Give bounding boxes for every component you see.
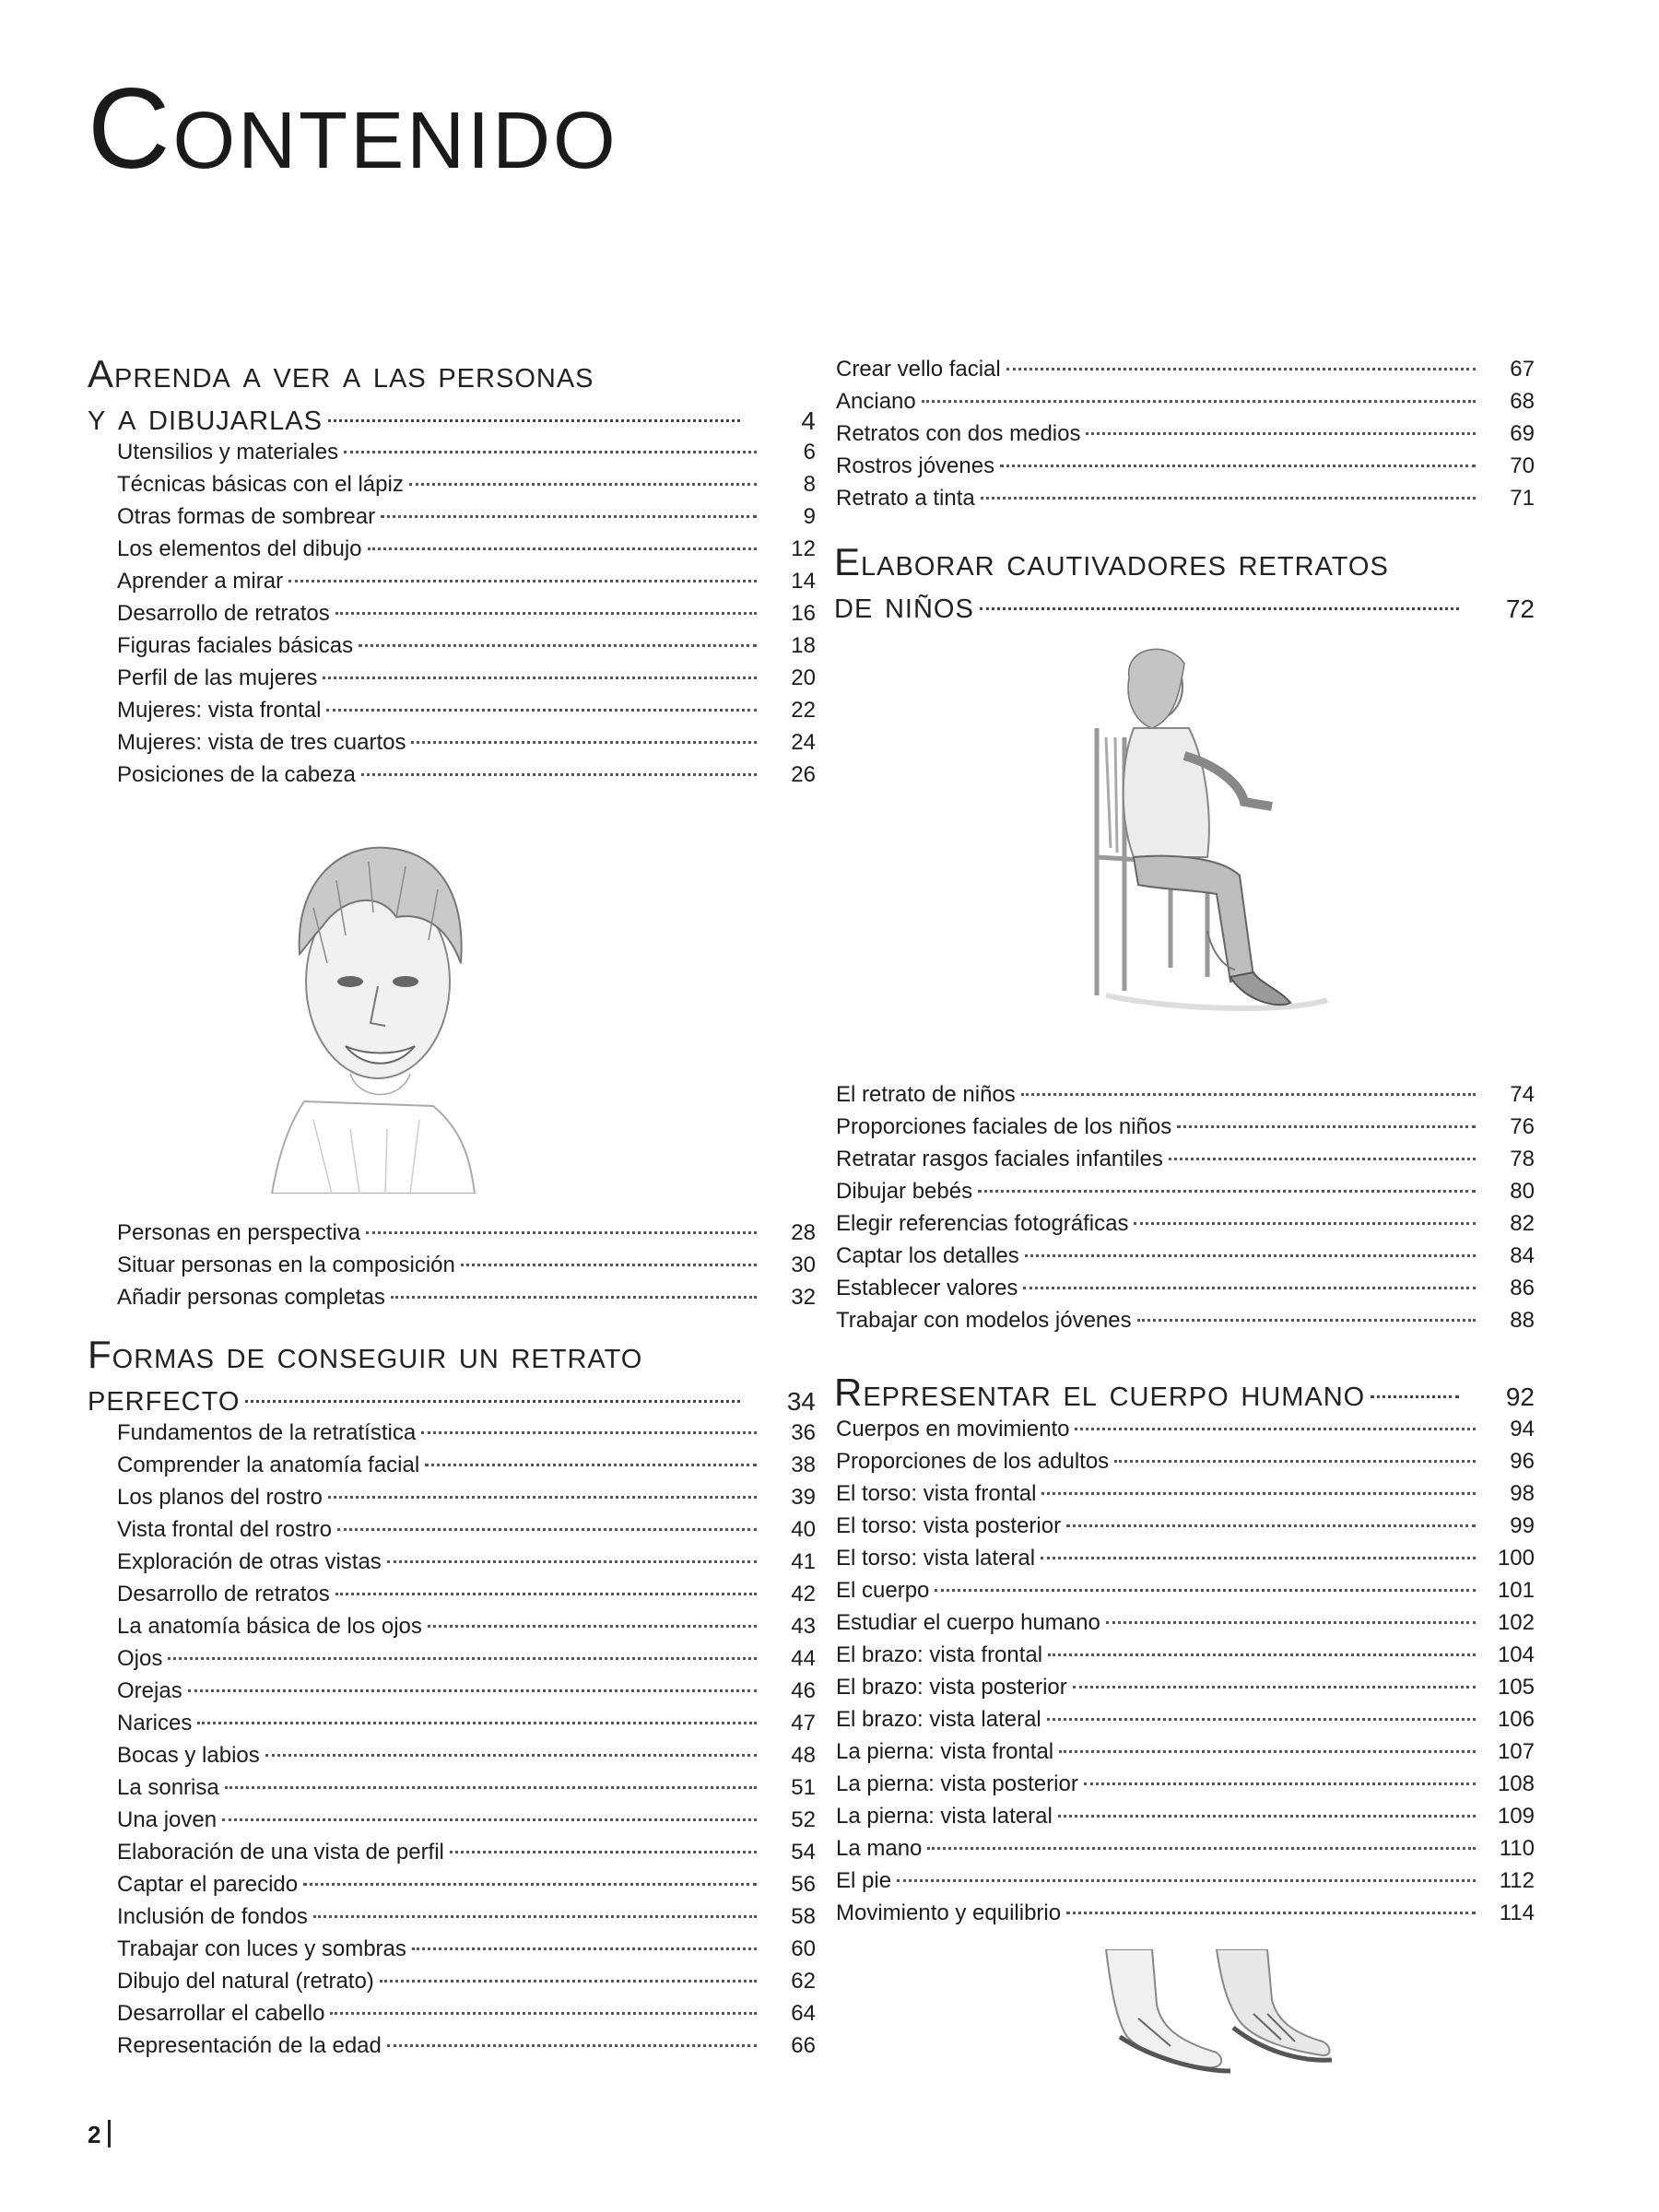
toc-entry[interactable]: [806, 1211, 1535, 1243]
toc-entry-page: 74: [1510, 1082, 1535, 1107]
section-page: 92: [1505, 1382, 1535, 1411]
toc-entry[interactable]: [806, 1243, 1535, 1276]
toc-entry-label: Desarrollo de retratos: [117, 1582, 330, 1606]
toc-list: [88, 440, 816, 794]
toc-entry[interactable]: [806, 1707, 1535, 1739]
page-number: [88, 2120, 111, 2149]
toc-entry[interactable]: [806, 357, 1535, 389]
toc-entry[interactable]: [806, 1546, 1535, 1578]
toc-entry[interactable]: [88, 2033, 816, 2065]
section-heading-line2: [834, 583, 1535, 626]
toc-entry[interactable]: [88, 569, 816, 601]
toc-entry[interactable]: [88, 504, 816, 536]
toc-entry-label: Bocas y labios: [117, 1743, 260, 1768]
toc-entry-page: 86: [1510, 1276, 1535, 1300]
young-man-portrait-icon: [249, 825, 498, 1194]
section-heading[interactable]: [88, 1334, 816, 1418]
dot-leader: [168, 1657, 757, 1660]
toc-entry-page: 112: [1499, 1868, 1535, 1893]
toc-list: [88, 1220, 816, 1317]
toc-entry-page: 43: [791, 1614, 816, 1639]
toc-entry-label: Retrato a tinta: [836, 486, 975, 511]
toc-entry-page: 96: [1510, 1449, 1535, 1474]
dot-leader: [1058, 1815, 1476, 1818]
dot-leader: [1048, 1653, 1476, 1656]
toc-list: [806, 1417, 1535, 1933]
toc-entry-label: La pierna: vista posterior: [836, 1771, 1078, 1796]
toc-entry[interactable]: [88, 1614, 816, 1646]
toc-entry-page: 46: [791, 1678, 816, 1703]
dot-leader: [428, 1625, 757, 1628]
toc-entry-page: 47: [791, 1711, 816, 1735]
toc-entry-label: Personas en perspectiva: [117, 1220, 361, 1245]
toc-entry-label: Proporciones faciales de los niños: [836, 1114, 1172, 1139]
toc-entry-label: El brazo: vista lateral: [836, 1707, 1041, 1732]
toc-entry-label: Fundamentos de la retratística: [117, 1420, 417, 1445]
dot-leader: [1006, 368, 1476, 371]
toc-entry-label: Dibujar bebés: [836, 1179, 973, 1204]
dot-leader: [1041, 1557, 1476, 1559]
dot-leader: [225, 1786, 757, 1789]
dot-leader: [359, 644, 757, 647]
dot-leader: [387, 2044, 757, 2047]
toc-entry-page: 38: [791, 1453, 816, 1477]
toc-list: [806, 357, 1535, 518]
toc-entry-label: Elaboración de una vista de perfil: [117, 1840, 444, 1865]
toc-entry-page: 54: [791, 1840, 816, 1865]
toc-entry-label: El torso: vista lateral: [836, 1546, 1036, 1571]
toc-entry-label: Posiciones de la cabeza: [117, 762, 356, 787]
page-number-text: 2: [88, 2121, 101, 2148]
toc-entry-page: 26: [791, 762, 816, 787]
section-aprenda: [88, 353, 816, 794]
dot-leader: [1025, 1254, 1476, 1257]
toc-entry-label: Dibujo del natural (retrato): [117, 1969, 374, 1994]
toc-entry-page: 76: [1510, 1114, 1535, 1139]
toc-entry-label: Vista frontal del rostro: [117, 1517, 333, 1542]
dot-leader: [1177, 1125, 1476, 1128]
toc-entry-label: Rostros jóvenes: [836, 453, 995, 478]
dot-leader: [1137, 1319, 1476, 1322]
toc-entry-page: 66: [791, 2033, 816, 2058]
dot-leader: [188, 1689, 757, 1692]
toc-entry[interactable]: [88, 1453, 816, 1485]
dot-leader: [1023, 1287, 1476, 1289]
dot-leader: [330, 2012, 757, 2015]
toc-entry-page: 60: [791, 1936, 816, 1961]
toc-entry[interactable]: [88, 1872, 816, 1904]
section-heading[interactable]: [834, 541, 1535, 626]
section-heading[interactable]: [88, 353, 816, 438]
toc-entry-label: Establecer valores: [836, 1276, 1018, 1300]
toc-entry[interactable]: [806, 1513, 1535, 1546]
dot-leader: [381, 515, 757, 518]
toc-entry-page: 80: [1510, 1179, 1535, 1204]
dot-leader: [980, 607, 1459, 610]
toc-entry-label: El brazo: vista posterior: [836, 1675, 1067, 1700]
dot-leader: [335, 1593, 757, 1595]
toc-entry-page: 105: [1497, 1675, 1535, 1700]
toc-entry[interactable]: [88, 1743, 816, 1775]
dot-leader: [981, 497, 1476, 500]
dot-leader: [425, 1464, 757, 1466]
toc-entry-label: Ojos: [117, 1646, 163, 1671]
toc-entry[interactable]: [88, 2001, 816, 2033]
toc-entry[interactable]: [88, 440, 816, 472]
section-aprenda-continued: [88, 1218, 816, 1317]
seated-woman-icon: [1069, 636, 1336, 1023]
toc-entry-page: 78: [1510, 1147, 1535, 1171]
toc-entry[interactable]: [88, 1549, 816, 1582]
dot-leader: [303, 1883, 757, 1886]
toc-entry-label: La sonrisa: [117, 1775, 219, 1800]
toc-entry-label: La pierna: vista lateral: [836, 1804, 1053, 1829]
toc-entry-label: Proporciones de los adultos: [836, 1449, 1110, 1474]
toc-entry-label: Los elementos del dibujo: [117, 536, 362, 561]
toc-entry-page: 24: [791, 730, 816, 755]
toc-entry-label: Desarrollo de retratos: [117, 601, 330, 626]
toc-entry-label: Movimiento y equilibrio: [836, 1900, 1062, 1925]
toc-entry-label: Representación de la edad: [117, 2033, 382, 2058]
toc-entry-label: El pie: [836, 1868, 892, 1893]
toc-entry[interactable]: [88, 633, 816, 665]
toc-entry-page: 28: [791, 1220, 816, 1245]
toc-entry-label: Añadir personas completas: [117, 1285, 385, 1310]
toc-entry[interactable]: [88, 1678, 816, 1711]
section-page: 4: [801, 406, 816, 435]
toc-entry-page: 44: [791, 1646, 816, 1671]
toc-entry-label: Exploración de otras vistas: [117, 1549, 382, 1574]
toc-entry-page: 32: [791, 1285, 816, 1310]
toc-entry[interactable]: [806, 1610, 1535, 1642]
toc-entry-page: 30: [791, 1253, 816, 1277]
toc-entry[interactable]: [88, 698, 816, 730]
toc-entry[interactable]: [806, 1449, 1535, 1481]
toc-entry-label: El cuerpo: [836, 1578, 930, 1603]
toc-entry-label: Trabajar con luces y sombras: [117, 1936, 406, 1961]
toc-entry[interactable]: [88, 1936, 816, 1969]
toc-entry-page: 69: [1510, 421, 1535, 446]
toc-entry-label: El torso: vista frontal: [836, 1481, 1037, 1506]
toc-entry-page: 104: [1497, 1642, 1535, 1667]
toc-entry-label: Orejas: [117, 1678, 182, 1703]
toc-entry-label: La anatomía básica de los ojos: [117, 1614, 422, 1639]
dot-leader: [1371, 1395, 1459, 1398]
toc-entry-label: Perfil de las mujeres: [117, 665, 318, 690]
toc-entry[interactable]: [806, 389, 1535, 421]
toc-entry[interactable]: [88, 1220, 816, 1253]
toc-entry-page: 110: [1499, 1836, 1535, 1861]
toc-entry[interactable]: [806, 1147, 1535, 1179]
toc-entry[interactable]: [88, 1807, 816, 1840]
toc-entry-page: 39: [791, 1485, 816, 1510]
toc-entry[interactable]: [806, 1836, 1535, 1868]
section-page: 72: [1505, 594, 1535, 623]
dot-leader: [313, 1915, 757, 1918]
toc-entry-label: Inclusión de fondos: [117, 1904, 308, 1929]
dot-leader: [337, 1528, 757, 1531]
section-heading-text: de niños: [834, 582, 974, 626]
toc-entry-label: Captar el parecido: [117, 1872, 299, 1897]
toc-entry-label: Otras formas de sombrear: [117, 504, 376, 529]
toc-entry[interactable]: [88, 1711, 816, 1743]
toc-entry[interactable]: [806, 1082, 1535, 1114]
toc-entry-page: 62: [791, 1969, 816, 1994]
toc-entry-page: 12: [791, 536, 816, 561]
toc-entry-page: 9: [803, 504, 816, 529]
toc-entry[interactable]: [88, 762, 816, 794]
dot-leader: [368, 547, 757, 550]
section-ninos-entries: [806, 1080, 1535, 1340]
toc-entry-page: 18: [791, 633, 816, 658]
toc-entry[interactable]: [88, 730, 816, 762]
dot-leader: [1134, 1222, 1476, 1225]
dot-leader: [1106, 1621, 1476, 1624]
dot-leader: [197, 1722, 757, 1724]
toc-entry-page: 8: [803, 472, 816, 497]
dot-leader: [366, 1231, 757, 1234]
section-heading[interactable]: [834, 1371, 1535, 1414]
toc-entry-label: Retratos con dos medios: [836, 421, 1081, 446]
dot-leader: [326, 709, 757, 712]
dot-leader: [1114, 1460, 1476, 1463]
toc-entry-label: Figuras faciales básicas: [117, 633, 354, 658]
dot-leader: [461, 1264, 757, 1266]
section-heading-line1: Aprenda a ver a las personas: [88, 352, 594, 395]
toc-entry-page: 40: [791, 1517, 816, 1542]
toc-entry[interactable]: [806, 1308, 1535, 1340]
section-page: 34: [786, 1387, 816, 1416]
toc-entry[interactable]: [88, 601, 816, 633]
toc-entry-label: Desarrollar el cabello: [117, 2001, 325, 2026]
toc-entry-page: 22: [791, 698, 816, 723]
section-heading-text: perfecto: [88, 1375, 241, 1418]
toc-entry-label: Mujeres: vista de tres cuartos: [117, 730, 406, 755]
toc-entry-page: 20: [791, 665, 816, 690]
dot-leader: [344, 451, 757, 453]
toc-entry-label: Narices: [117, 1711, 193, 1735]
section-cuerpo: [834, 1371, 1535, 1414]
toc-entry-page: 82: [1510, 1211, 1535, 1236]
dot-leader: [411, 741, 757, 744]
toc-entry-page: 14: [791, 569, 816, 594]
toc-entry[interactable]: [88, 665, 816, 698]
toc-entry-page: 108: [1497, 1771, 1535, 1796]
dot-leader: [1000, 465, 1476, 467]
toc-entry-page: 70: [1510, 453, 1535, 478]
toc-entry-page: 94: [1510, 1417, 1535, 1441]
toc-entry[interactable]: [88, 1253, 816, 1285]
page-title: Contenido: [88, 65, 618, 193]
toc-entry-label: Crear vello facial: [836, 357, 1001, 382]
toc-entry-label: Elegir referencias fotográficas: [836, 1211, 1129, 1236]
dot-leader: [328, 1496, 757, 1499]
toc-entry-label: Una joven: [117, 1807, 218, 1832]
toc-entry[interactable]: [88, 1904, 816, 1936]
toc-entry[interactable]: [88, 1646, 816, 1678]
toc-entry-page: 58: [791, 1904, 816, 1929]
toc-list: [806, 1082, 1535, 1340]
toc-entry-page: 71: [1510, 486, 1535, 511]
dot-leader: [927, 1847, 1476, 1850]
section-ninos: [834, 541, 1535, 626]
feet-sandals-icon: [1069, 1949, 1336, 2083]
toc-entry[interactable]: [88, 1420, 816, 1453]
toc-entry[interactable]: [806, 486, 1535, 518]
dot-leader: [922, 400, 1476, 403]
dot-leader: [335, 612, 757, 615]
toc-entry[interactable]: [88, 472, 816, 504]
dot-leader: [1066, 1524, 1476, 1527]
section-heading-line2: [88, 395, 816, 438]
toc-entry-label: La mano: [836, 1836, 923, 1861]
toc-list: [88, 1420, 816, 2065]
dot-leader: [1084, 1783, 1476, 1785]
dot-leader: [1169, 1158, 1476, 1160]
toc-entry-label: Trabajar con modelos jóvenes: [836, 1308, 1132, 1333]
toc-entry-label: Los planos del rostro: [117, 1485, 323, 1510]
dot-leader: [409, 483, 757, 486]
toc-entry-label: Retratar rasgos faciales infantiles: [836, 1147, 1163, 1171]
dot-leader: [222, 1818, 757, 1821]
toc-entry-label: El brazo: vista frontal: [836, 1642, 1043, 1667]
section-heading-text: Representar el cuerpo humano: [834, 1371, 1366, 1414]
toc-entry-page: 102: [1497, 1610, 1535, 1635]
toc-entry[interactable]: [806, 1642, 1535, 1675]
toc-entry-page: 114: [1499, 1900, 1535, 1925]
toc-entry[interactable]: [806, 1771, 1535, 1804]
dot-leader: [1059, 1750, 1476, 1753]
toc-entry-label: Estudiar el cuerpo humano: [836, 1610, 1100, 1635]
section-heading-line1: Elaborar cautivadores retratos: [834, 540, 1389, 583]
dot-leader: [1041, 1492, 1476, 1495]
section-heading-line1: [834, 1371, 1535, 1414]
toc-entry-page: 100: [1497, 1546, 1535, 1571]
toc-entry[interactable]: [88, 1285, 816, 1317]
toc-entry-label: Anciano: [836, 389, 916, 414]
section-cuerpo-entries: [806, 1415, 1535, 1933]
toc-entry[interactable]: [88, 1969, 816, 2001]
dot-leader: [978, 1190, 1476, 1193]
section-heading-text: y a dibujarlas: [88, 394, 323, 438]
dot-leader: [897, 1879, 1476, 1882]
dot-leader: [1075, 1428, 1476, 1430]
toc-entry[interactable]: [806, 1114, 1535, 1147]
toc-entry[interactable]: [806, 1804, 1535, 1836]
toc-entry[interactable]: [806, 1868, 1535, 1900]
toc-entry[interactable]: [88, 536, 816, 569]
toc-entry-page: 99: [1510, 1513, 1535, 1538]
dot-leader: [328, 419, 740, 422]
toc-entry[interactable]: [806, 1900, 1535, 1933]
section-formas: [88, 1334, 816, 2065]
dot-leader: [935, 1589, 1476, 1592]
dot-leader: [1073, 1686, 1476, 1688]
section-formas-continued: [806, 355, 1535, 518]
toc-entry[interactable]: [806, 1675, 1535, 1707]
toc-entry-page: 6: [803, 440, 816, 465]
toc-entry-page: 52: [791, 1807, 816, 1832]
toc-entry[interactable]: [88, 1485, 816, 1517]
toc-entry-label: El retrato de niños: [836, 1082, 1016, 1107]
page-number-rule: [108, 2120, 111, 2147]
toc-entry-page: 101: [1497, 1578, 1535, 1603]
toc-entry-page: 88: [1510, 1308, 1535, 1333]
toc-entry-label: El torso: vista posterior: [836, 1513, 1062, 1538]
toc-entry[interactable]: [806, 1179, 1535, 1211]
toc-entry[interactable]: [806, 1481, 1535, 1513]
toc-entry-label: Aprender a mirar: [117, 569, 284, 594]
dot-leader: [380, 1980, 757, 1983]
toc-entry-label: Técnicas básicas con el lápiz: [117, 472, 404, 497]
toc-entry-page: 51: [791, 1775, 816, 1800]
toc-entry[interactable]: [88, 1775, 816, 1807]
dot-leader: [361, 773, 757, 776]
toc-entry-page: 64: [791, 2001, 816, 2026]
dot-leader: [391, 1296, 757, 1299]
dot-leader: [1066, 1912, 1476, 1914]
toc-entry[interactable]: [88, 1582, 816, 1614]
toc-entry-page: 67: [1510, 357, 1535, 382]
dot-leader: [245, 1400, 740, 1403]
toc-entry-label: Captar los detalles: [836, 1243, 1019, 1268]
toc-entry-page: 84: [1510, 1243, 1535, 1268]
toc-entry-label: Mujeres: vista frontal: [117, 698, 322, 723]
toc-entry-label: Utensilios y materiales: [117, 440, 339, 465]
dot-leader: [412, 1947, 757, 1950]
toc-entry[interactable]: [806, 1276, 1535, 1308]
toc-entry[interactable]: [806, 1417, 1535, 1449]
toc-entry-page: 106: [1497, 1707, 1535, 1732]
dot-leader: [450, 1851, 757, 1853]
toc-entry-page: 107: [1497, 1739, 1535, 1764]
section-heading-line2: [88, 1376, 816, 1418]
toc-entry-label: Cuerpos en movimiento: [836, 1417, 1070, 1441]
toc-entry[interactable]: [88, 1840, 816, 1872]
toc-entry-label: Comprender la anatomía facial: [117, 1453, 420, 1477]
toc-entry-page: 41: [791, 1549, 816, 1574]
toc-entry-page: 48: [791, 1743, 816, 1768]
toc-entry-page: 68: [1510, 389, 1535, 414]
toc-entry[interactable]: [806, 1578, 1535, 1610]
dot-leader: [323, 677, 757, 679]
dot-leader: [1021, 1093, 1476, 1096]
toc-entry-page: 36: [791, 1420, 816, 1445]
dot-leader: [387, 1560, 757, 1563]
dot-leader: [421, 1431, 757, 1434]
section-heading-line1: Formas de conseguir un retrato: [88, 1333, 643, 1376]
toc-entry-label: Situar personas en la composición: [117, 1253, 455, 1277]
toc-entry-page: 16: [791, 601, 816, 626]
toc-entry-page: 42: [791, 1582, 816, 1606]
toc-entry[interactable]: [806, 421, 1535, 453]
toc-entry[interactable]: [806, 453, 1535, 486]
toc-entry[interactable]: [88, 1517, 816, 1549]
dot-leader: [1086, 432, 1476, 435]
toc-entry-page: 98: [1510, 1481, 1535, 1506]
toc-entry-label: La pierna: vista frontal: [836, 1739, 1054, 1764]
toc-entry-page: 56: [791, 1872, 816, 1897]
toc-entry-page: 109: [1497, 1804, 1535, 1829]
dot-leader: [265, 1754, 757, 1757]
dot-leader: [1047, 1718, 1476, 1721]
toc-entry[interactable]: [806, 1739, 1535, 1771]
dot-leader: [288, 580, 757, 582]
